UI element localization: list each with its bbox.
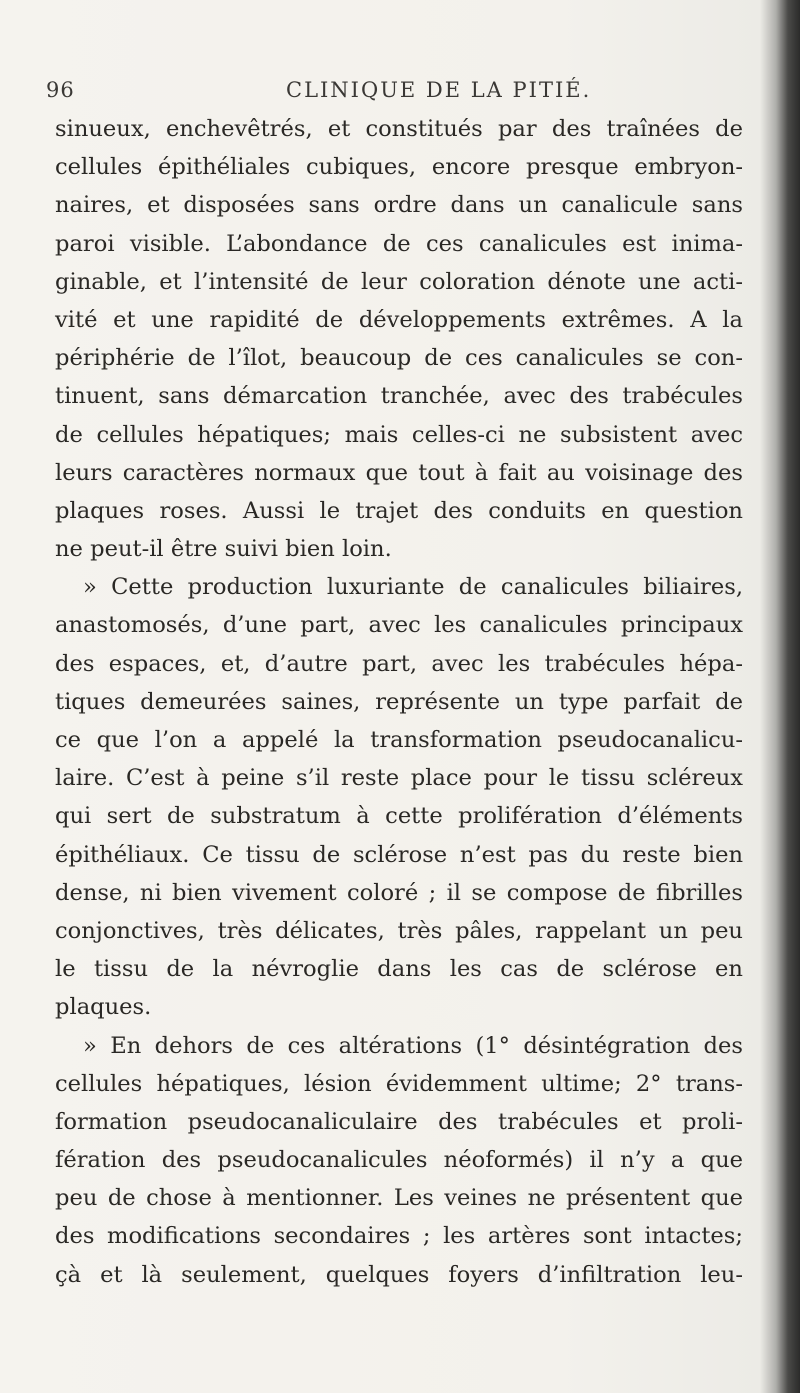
text-line: tiques demeurées saines, représente un type parfait de <box>55 688 743 715</box>
text-line: ginable, et l’intensité de leur coloration dénote une acti- <box>55 268 743 295</box>
text-line: leurs caractères normaux que tout à fait au voisinage des <box>55 459 743 486</box>
paragraph <box>55 110 743 568</box>
text-line: périphérie de l’îlot, beaucoup de ces canalicules se con- <box>55 345 743 372</box>
text-line: cellules épithéliales cubiques, encore presque embryon- <box>55 154 743 181</box>
text-line: dense, ni bien vivement coloré ; il se compose de fibrilles <box>55 879 743 906</box>
text-line: çà et là seulement, quelques foyers d’infiltration leu- <box>55 1261 743 1288</box>
text-line: de cellules hépatiques; mais celles-ci ne subsistent avec <box>55 421 743 448</box>
text-line: ne peut-il être suivi bien loin. <box>55 536 392 563</box>
body-text <box>55 110 743 1294</box>
text-line: paroi visible. L’abondance de ces canalicules est inima- <box>55 230 743 257</box>
text-line: anastomosés, d’une part, avec les canalicules principaux <box>55 612 743 639</box>
text-line: conjonctives, très délicates, très pâles, rappelant un peu <box>55 917 743 944</box>
text-line: cellules hépatiques, lésion évidemment ultime; 2° trans- <box>55 1070 743 1097</box>
page-edge-shadow <box>760 0 800 1393</box>
text-line: sinueux, enchevêtrés, et constitués par des traînées de <box>55 116 743 142</box>
text-line: formation pseudocanaliculaire des trabécules et proli- <box>55 1108 743 1135</box>
text-line: le tissu de la névroglie dans les cas de sclérose en <box>55 956 743 983</box>
paragraph <box>55 568 743 1026</box>
text-line: qui sert de substratum à cette prolifération d’éléments <box>55 803 743 830</box>
text-line: des espaces, et, d’autre part, avec les trabécules hépa- <box>55 650 743 677</box>
text-line: naires, et disposées sans ordre dans un canalicule sans <box>55 192 743 219</box>
text-line: des modifications secondaires ; les artères sont intactes; <box>55 1223 743 1250</box>
page-number: 96 <box>46 78 75 102</box>
text-line: » Cette production luxuriante de canalicules biliaires, <box>83 574 743 601</box>
paragraph <box>55 1027 743 1294</box>
text-line: épithéliaux. Ce tissu de sclérose n’est pas du reste bien <box>55 841 743 868</box>
text-line: plaques. <box>55 994 152 1021</box>
page-header <box>46 78 746 108</box>
text-line: peu de chose à mentionner. Les veines ne présentent que <box>55 1185 743 1212</box>
text-line: laire. C’est à peine s’il reste place pour le tissu scléreux <box>55 765 743 792</box>
text-line: vité et une rapidité de développements extrêmes. A la <box>55 306 743 333</box>
text-line: plaques roses. Aussi le trajet des conduits en question <box>55 497 743 524</box>
running-title: CLINIQUE DE LA PITIÉ. <box>286 78 592 102</box>
text-line: » En dehors de ces altérations (1° désintégration des <box>83 1032 743 1059</box>
text-line: ce que l’on a appelé la transformation pseudocanalicu- <box>55 727 743 753</box>
text-line: fération des pseudocanalicules néoformés) il n’y a que <box>55 1147 743 1174</box>
text-line: tinuent, sans démarcation tranchée, avec des trabécules <box>55 383 743 410</box>
